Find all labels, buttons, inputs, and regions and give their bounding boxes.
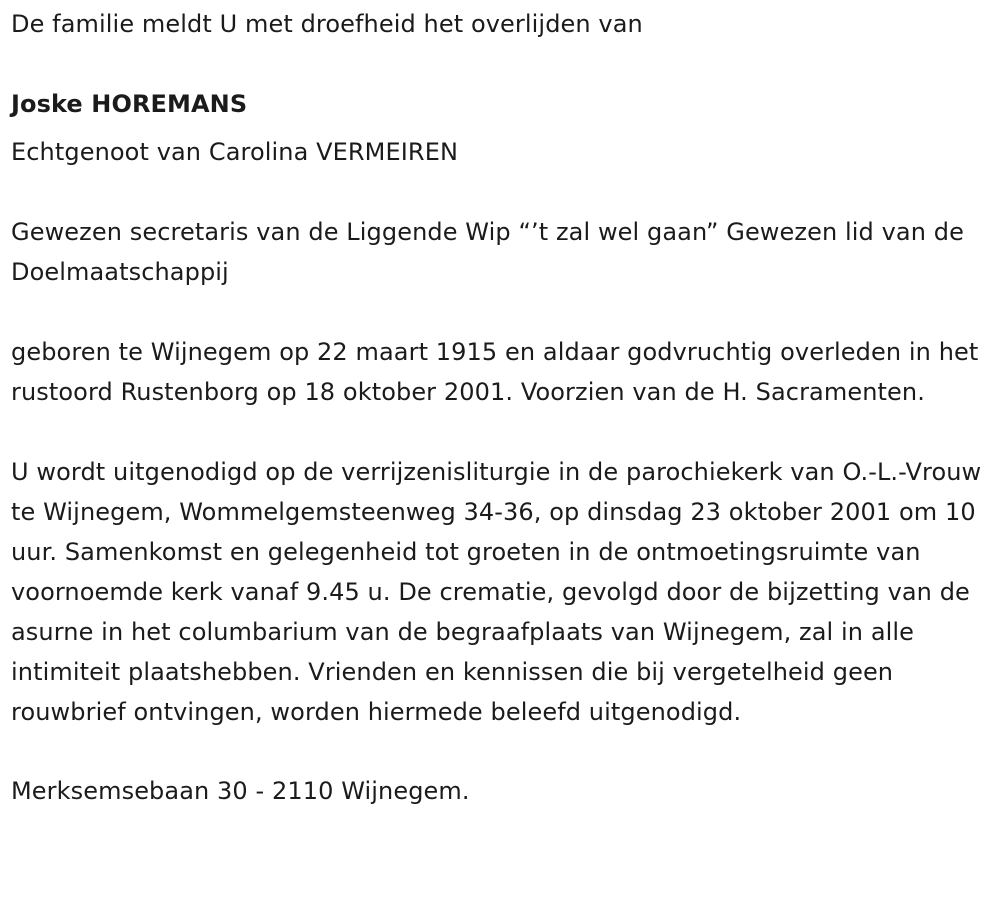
life-details-paragraph: geboren te Wijnegem op 22 maart 1915 en aldaar godvruchtig overleden in het rustoord Rustenborg op 18 oktober 2001. Voorzien van de H. Sacramenten. bbox=[11, 338, 979, 406]
death-announcement bbox=[11, 4, 990, 811]
spouse-line: Echtgenoot van Carolina VERMEIREN bbox=[11, 138, 459, 166]
functions-paragraph: Gewezen secretaris van de Liggende Wip “’t zal wel gaan” Gewezen lid van de Doelmaatschappij bbox=[11, 218, 964, 286]
funeral-details-paragraph: U wordt uitgenodigd op de verrijzenisliturgie in de parochiekerk van O.-L.-Vrouw te Wijnegem, Wommelgemsteenweg 34-36, op dinsdag 23 oktober 2001 om 10 uur. Samenkomst en gelegenheid tot groeten in de ontmoetingsruimte van voornoemde kerk vanaf 9.45 u. De crematie, gevolgd door de bijzetting van de asurne in het columbarium van de begraafplaats van Wijnegem, zal in alle intimiteit plaatshebben. Vrienden en kennissen die bij vergetelheid geen rouwbrief ontvingen, worden hiermede beleefd uitgenodigd. bbox=[11, 458, 982, 726]
intro-text: De familie meldt U met droefheid het overlijden van bbox=[11, 10, 643, 38]
family-address: Merksemsebaan 30 - 2110 Wijnegem. bbox=[11, 777, 470, 805]
deceased-name: Joske HOREMANS bbox=[11, 90, 248, 118]
